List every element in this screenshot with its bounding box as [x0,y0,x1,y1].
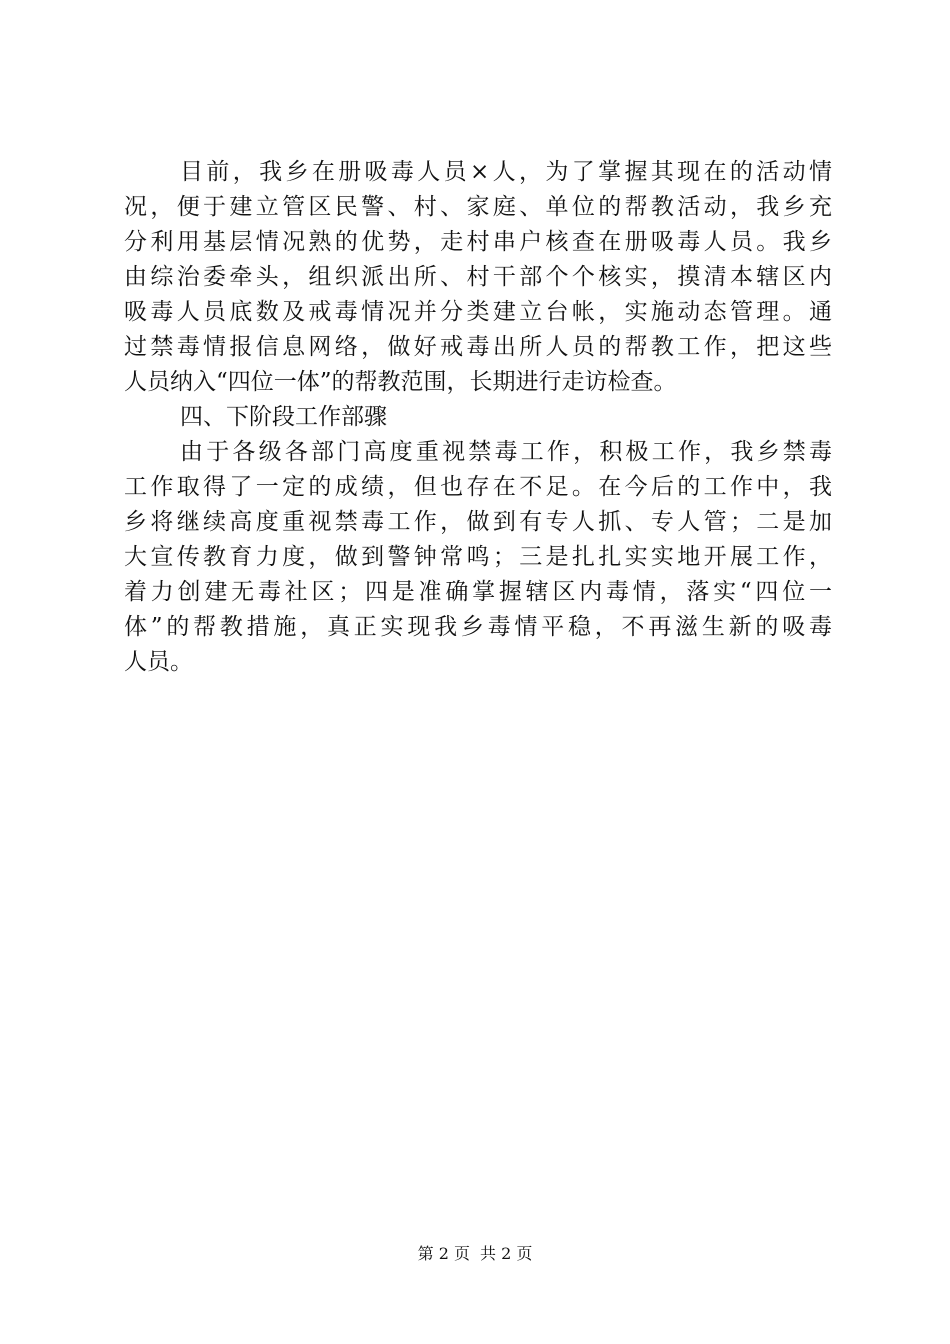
text-line: 目前，我乡在册吸毒人员×人，为了掌握其现在的活动情 [180,159,832,185]
text-line: 人员。 [124,649,193,675]
text-line: 体”的帮教措施，真正实现我乡毒情平稳，不再滋生新的吸毒 [124,614,832,640]
text-line: 乡将继续高度重视禁毒工作，做到有专人抓、专人管；二是加 [124,509,832,535]
text-line: 着力创建无毒社区；四是准确掌握辖区内毒情，落实“四位一 [124,579,832,605]
text-line: 分利用基层情况熟的优势，走村串户核查在册吸毒人员。我乡 [124,229,832,255]
page-number: 第 2 页 [417,1244,470,1263]
document-body [124,155,832,680]
section-heading: 四、下阶段工作部骤 [180,404,387,430]
text-line: 由综治委牵头，组织派出所、村干部个个核实，摸清本辖区内 [124,264,832,290]
text-line: 工作取得了一定的成绩，但也存在不足。在今后的工作中，我 [124,474,832,500]
text-line: 大宣传教育力度，做到警钟常鸣；三是扎扎实实地开展工作， [124,544,832,570]
text-line: 过禁毒情报信息网络，做好戒毒出所人员的帮教工作，把这些 [124,334,832,360]
text-line: 吸毒人员底数及戒毒情况并分类建立台帐，实施动态管理。通 [124,299,832,325]
text-line: 由于各级各部门高度重视禁毒工作，积极工作，我乡禁毒 [180,439,832,465]
page-footer [0,1243,950,1265]
page-total: 共 2 页 [480,1244,533,1263]
text-line: 况，便于建立管区民警、村、家庭、单位的帮教活动，我乡充 [124,194,832,220]
text-line: 人员纳入“四位一体”的帮教范围，长期进行走访检查。 [124,369,677,395]
